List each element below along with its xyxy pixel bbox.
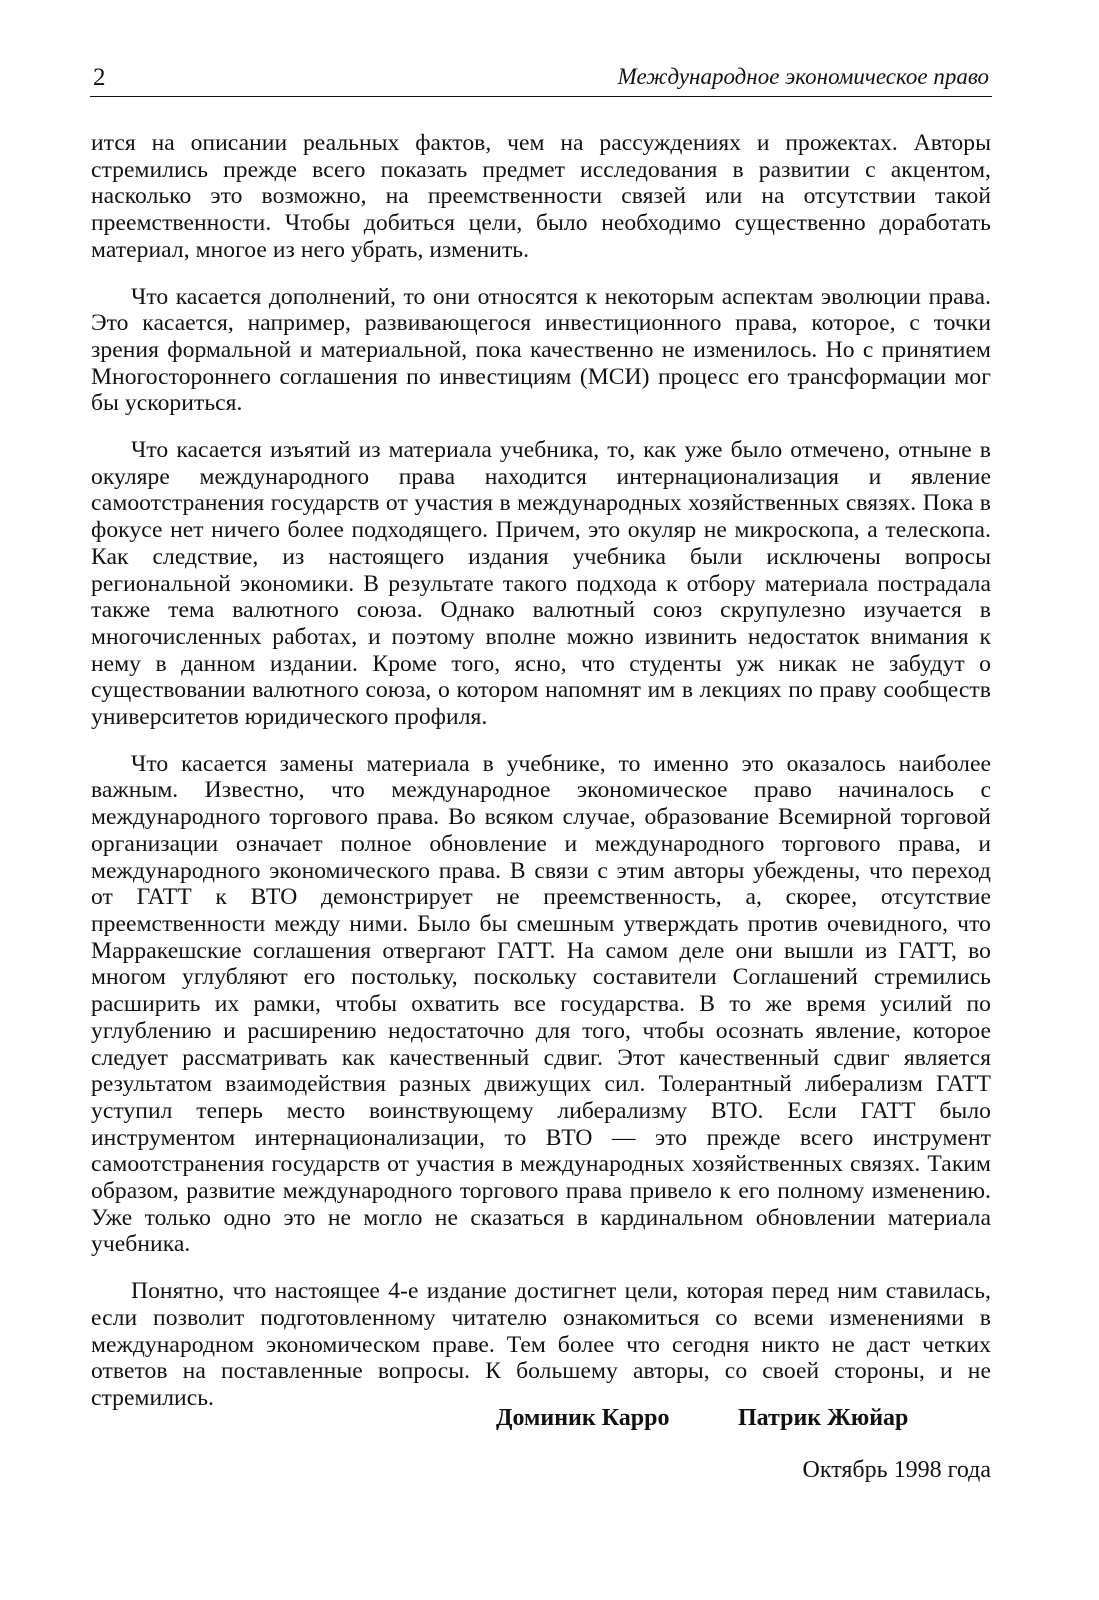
author-name-1: Доминик Карро — [496, 1405, 670, 1431]
author-name-2: Патрик Жюйар — [738, 1405, 909, 1431]
running-title: Международное экономическое право — [617, 64, 989, 89]
paragraph-removals: Что касается изъятий из материала учебника, то, как уже было отмечено, отныне в окуляре международного права находится интернационализация и явление самоотстранения государств от участия в международных хозяйственных связях. Пока в фокусе нет ничего более подходящего. Причем, это окуляр не микроскопа, а телескопа. Как следствие, из настоящего издания учебника были исключены вопросы региональной экономики. В результате такого подхода к отбору материала пострадала также тема валютного союза. Однако валютный союз скрупулезно изучается в многочисленных работах, и поэтому вполне можно извинить недостаток внимания к нему в данном издании. Кроме того, ясно, что студенты уж никак не забудут о существовании валютного союза, о котором напомнят им в лекциях по праву сообществ университетов юридического профиля. — [91, 437, 991, 731]
page-header — [90, 62, 992, 97]
paragraph-conclusion: Понятно, что настоящее 4-е издание достигнет цели, которая перед ним ставилась, если позволит подготовленному читателю ознакомиться со всеми изменениями в международном экономическом праве. Тем более что сегодня никто не даст четких ответов на поставленные вопросы. К большему авторы, со своей стороны, и не стремились. — [91, 1278, 991, 1411]
paragraph-additions: Что касается дополнений, то они относятся к некоторым аспектам эволюции права. Это касается, например, развивающегося инвестиционного права, которое, с точки зрения формальной и материальной, пока качественно не изменилось. Но с принятием Многостороннего соглашения по инвестициям (МСИ) процесс его трансформации мог бы ускориться. — [91, 283, 991, 417]
body-text — [91, 130, 991, 1432]
page-number: 2 — [93, 64, 106, 91]
signature-date: Октябрь 1998 года — [802, 1457, 991, 1483]
author-signatures — [0, 1405, 1099, 1445]
paragraph-replacements: Что касается замены материала в учебнике, то именно это оказалось наиболее важным. Известно, что международное экономическое право начиналось с международного торгового права. Во всяком случае, образование Всемирной торговой организации означает полное обновление и международного торгового права, и международного экономического права. В связи с этим авторы убеждены, что переход от ГАТТ к ВТО демонстрирует не преемственность, а, скорее, отсутствие преемственности между ними. Было бы смешным утверждать против очевидного, что Марракешские соглашения отвергают ГАТТ. На самом деле они вышли из ГАТТ, во многом углубляют его постольку, поскольку составители Соглашений стремились расширить их рамки, чтобы охватить все государства. В то же время усилий по углублению и расширению недостаточно для того, чтобы осознать явление, которое следует рассматривать как качественный сдвиг. Этот качественный сдвиг является результатом взаимодействия разных движущих сил. Толерантный либерализм ГАТТ уступил теперь место воинствующему либерализму ВТО. Если ГАТТ было инструментом интернационализации, то ВТО — это прежде всего инструмент самоотстранения государств от участия в международных хозяйственных связях. Таким образом, развитие международного торгового права привело к его полному изменению. Уже только одно это не могло не сказаться в кардинальном обновлении материала учебника. — [91, 750, 991, 1258]
paragraph-continuation: ится на описании реальных фактов, чем на рассуждениях и прожектах. Авторы стремились прежде всего показать предмет исследования в развитии с акцентом, насколько это возможно, на преемственности связей или на отсутствии такой преемственности. Чтобы добиться цели, было необходимо существенно доработать материал, многое из него убрать, изменить. — [91, 130, 991, 263]
